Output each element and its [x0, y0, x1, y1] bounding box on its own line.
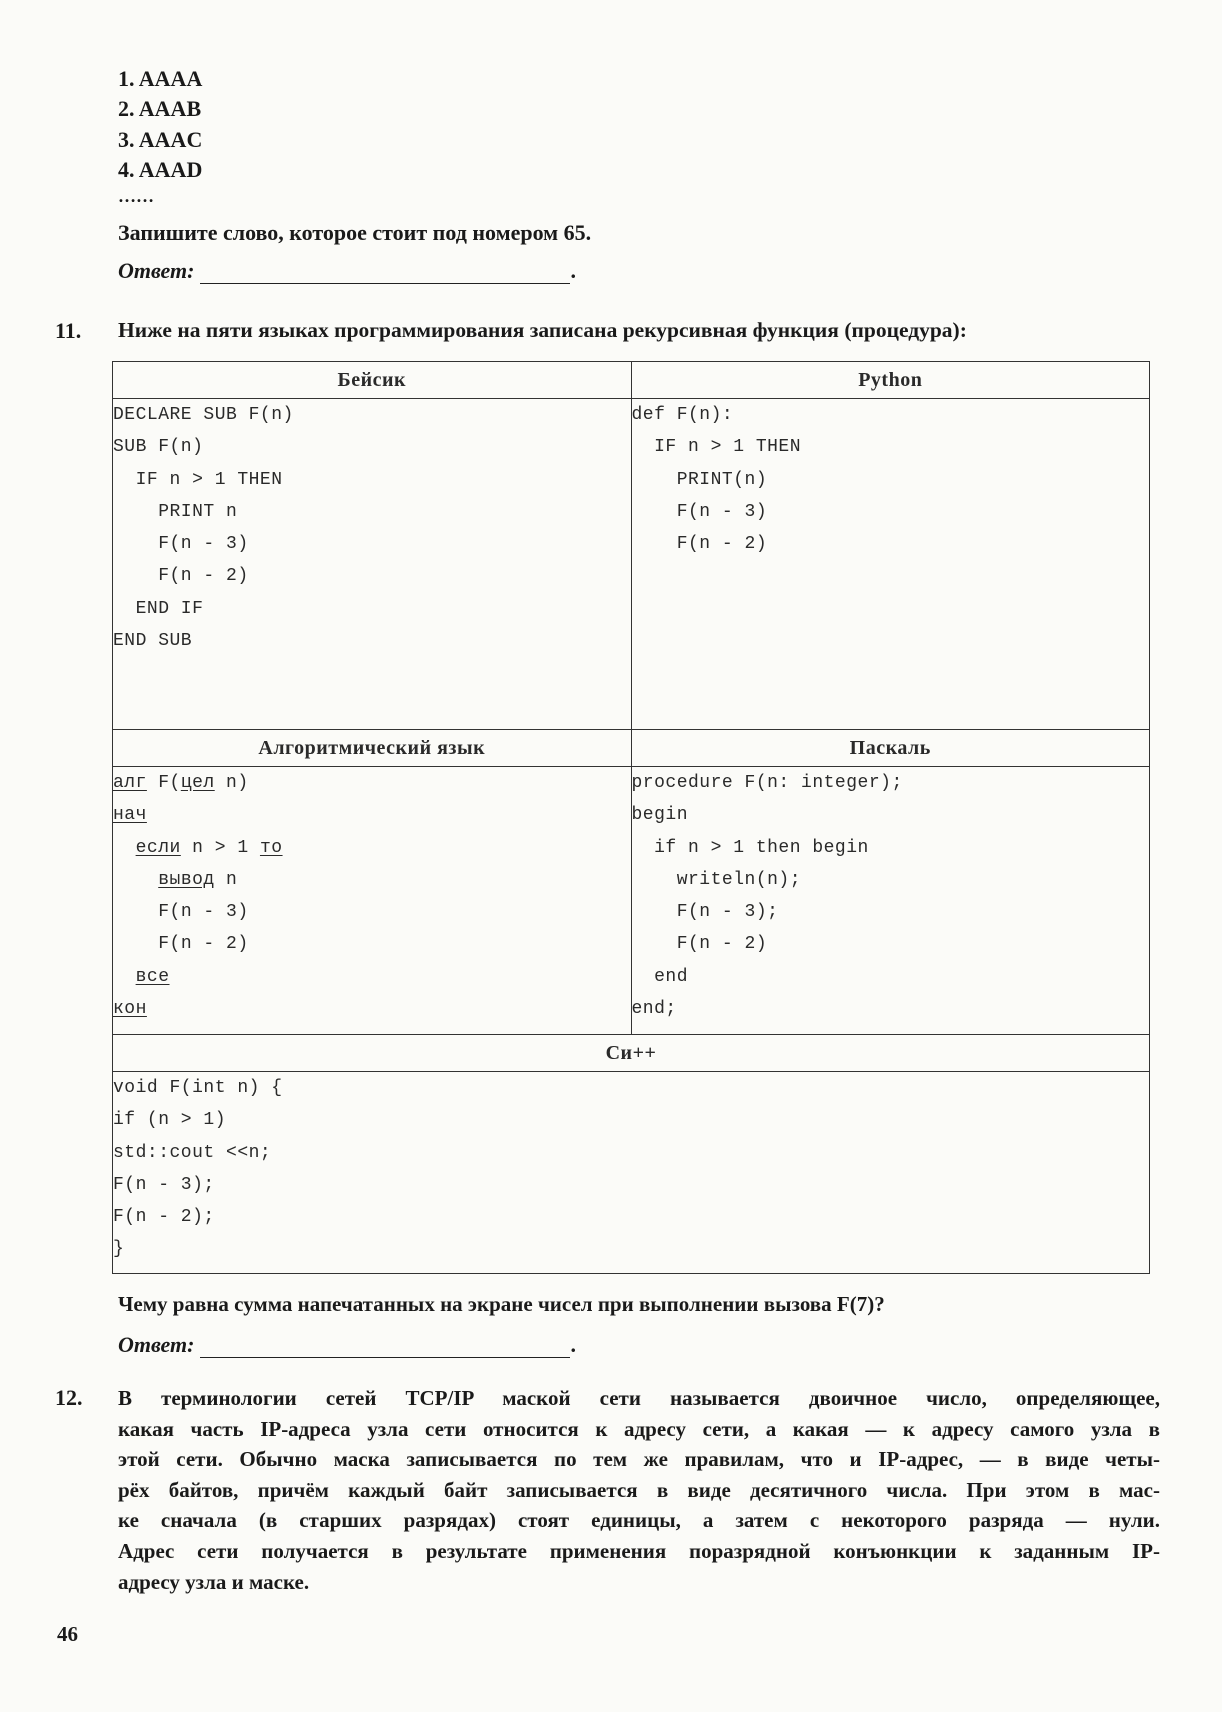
keyword-vse: все [135, 966, 170, 987]
code-table [112, 361, 1150, 1274]
code-line: procedure F(n: integer); [631, 773, 903, 793]
answer-row-11 [118, 1332, 576, 1358]
code-line: F(n - 2) [113, 566, 249, 587]
question-number-12: 12. [55, 1385, 83, 1410]
answer-end: . [570, 1332, 576, 1357]
code-line: writeln(n); [631, 869, 802, 890]
list-ellipsis: …… [118, 186, 154, 206]
code-line: F(n - 2) [631, 534, 768, 555]
keyword-vyvod: вывод [158, 869, 215, 890]
paragraph-line: Адрес сети получается в результате применения поразрядной конъюнкции к заданным IP- [118, 1538, 1160, 1563]
header-basic: Бейсик [113, 362, 632, 399]
answer-label: Ответ: [118, 1332, 195, 1357]
header-algo: Алгоритмический язык [113, 730, 632, 767]
answer-label: Ответ: [118, 258, 195, 283]
answer-blank[interactable] [200, 261, 570, 284]
code-line: begin [631, 805, 689, 826]
keyword-esli: если [135, 837, 181, 858]
question-11-title: Ниже на пяти языках программирования записана рекурсивная функция (процедура): [118, 318, 967, 342]
paragraph-line: рёх байтов, причём каждый байт записывается в виде десятичного числа. При этом в мас- [118, 1477, 1160, 1502]
code-line: void F(int n) { [113, 1078, 283, 1098]
code-line: F(n - 3); [113, 1174, 215, 1195]
header-python: Python [631, 362, 1150, 399]
code-line: } [113, 1239, 125, 1260]
code-line: F(n - 3) [113, 534, 249, 555]
paragraph-line: адресу узла и маске. [118, 1569, 310, 1594]
header-pascal: Паскаль [631, 730, 1150, 767]
keyword-alg: алг [113, 773, 147, 793]
code-line: DECLARE SUB F(n) [113, 405, 294, 425]
paragraph-line: В терминологии сетей TCP/IP маской сети называется двоичное число, определяющее, [118, 1386, 1160, 1410]
code-line [113, 993, 631, 1025]
code-line [113, 961, 631, 993]
paragraph-line: какая часть IP-адреса узла сети относится к адресу сети, а какая — к адресу самого узла в [118, 1416, 1160, 1441]
list-item: 3. AAAC [118, 127, 203, 152]
paragraph-line: ке сначала (в старших разрядах) стоят единицы, а затем с некоторого разряда — нули. [118, 1508, 1160, 1533]
code-line: END SUB [113, 631, 193, 652]
code-text: F( [146, 773, 181, 793]
pascal-code-cell [631, 767, 1150, 1035]
code-line [113, 896, 631, 928]
code-line: if n > 1 then begin [631, 837, 869, 858]
code-line [113, 799, 631, 831]
code-line [113, 864, 631, 896]
python-code-cell [631, 399, 1150, 730]
paragraph-line: этой сети. Обычно маска записывается по тем же правилам, что и IP-адрес, — в виде четы- [118, 1447, 1160, 1472]
code-text: n) [214, 773, 249, 793]
header-cpp: Си++ [113, 1035, 1150, 1072]
code-text: n [214, 869, 238, 890]
list-item: 2. AAAB [118, 96, 202, 121]
code-line: std::cout <<n; [113, 1142, 272, 1163]
code-line [113, 832, 631, 864]
basic-code-cell [113, 399, 632, 730]
question-12-text [118, 1383, 1160, 1597]
code-line: end; [631, 999, 677, 1020]
page-number: 46 [57, 1622, 78, 1646]
keyword-nach: нач [113, 805, 147, 826]
keyword-kon: кон [113, 999, 147, 1020]
code-line [113, 928, 631, 960]
code-line: if (n > 1) [113, 1110, 227, 1131]
code-text: F(n - 3) [158, 902, 249, 923]
question-number-11: 11. [55, 318, 82, 343]
cpp-code-cell [113, 1072, 1150, 1274]
code-line: F(n - 2); [113, 1207, 215, 1228]
list-item: 1. AAAA [118, 66, 203, 91]
code-line: SUB F(n) [113, 437, 204, 458]
code-line: END IF [113, 598, 204, 619]
code-line [113, 767, 631, 799]
list-item: 4. AAAD [118, 157, 203, 182]
code-line: def F(n): [631, 405, 734, 425]
keyword-to: то [259, 837, 283, 858]
question-11-prompt: Чему равна сумма напечатанных на экране чисел при выполнении вызова F(7)? [118, 1292, 885, 1316]
code-line: F(n - 2) [631, 934, 768, 955]
answer-blank[interactable] [200, 1335, 570, 1358]
code-text: F(n - 2) [158, 934, 249, 955]
keyword-cel: цел [180, 773, 215, 793]
code-line: IF n > 1 THEN [113, 469, 283, 490]
code-line: F(n - 3) [631, 501, 768, 522]
answer-row-10 [118, 258, 576, 284]
code-line: end [631, 966, 689, 987]
answer-end: . [570, 258, 576, 283]
algo-code-cell [113, 767, 632, 1035]
task10-prompt: Запишите слово, которое стоит под номером 65. [118, 220, 592, 245]
code-line: PRINT(n) [631, 469, 768, 490]
code-line: F(n - 3); [631, 902, 779, 923]
code-line: IF n > 1 THEN [631, 437, 802, 458]
code-text: n > 1 [180, 837, 260, 858]
code-line: PRINT n [113, 501, 238, 522]
